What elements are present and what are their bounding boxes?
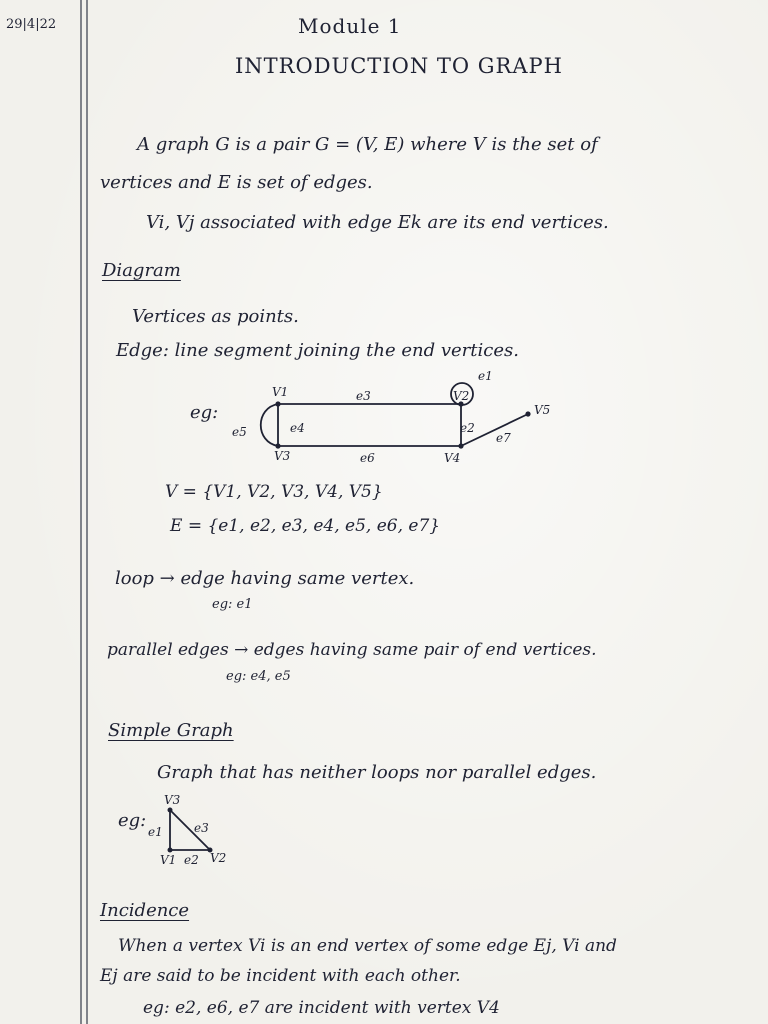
simple-vertex-v3	[168, 808, 173, 813]
module-label: Module 1	[298, 14, 402, 38]
simple-label-v2: V2	[210, 851, 227, 865]
diagram-eg: eg:	[190, 402, 219, 423]
simple-label-v3: V3	[164, 793, 181, 807]
loop-definition: loop → edge having same vertex.	[115, 568, 415, 589]
simple-label-v1: V1	[160, 853, 177, 867]
parallel-edges-example: eg: e4, e5	[226, 669, 291, 684]
vertices-note: Vertices as points.	[132, 306, 299, 327]
edge-note: Edge: line segment joining the end vertices.	[116, 340, 519, 361]
label-e2: e2	[460, 421, 475, 435]
page-title: INTRODUCTION TO GRAPH	[235, 54, 563, 78]
definition-line-3: Vi, Vj associated with edge Ek are its end vertices.	[146, 212, 609, 233]
simple-label-e3: e3	[194, 821, 209, 835]
label-v5: V5	[534, 403, 551, 417]
incidence-line-2: Ej are said to be incident with each other.	[100, 966, 461, 986]
date: 29|4|22	[6, 17, 57, 32]
incidence-line-3: eg: e2, e6, e7 are incident with vertex V4	[143, 998, 500, 1018]
incidence-heading: Incidence	[100, 900, 190, 921]
label-e5: e5	[232, 425, 247, 439]
definition-line-1: A graph G is a pair G = (V, E) where V is the set of	[137, 134, 598, 155]
simple-label-e2: e2	[184, 853, 199, 867]
simple-graph-heading: Simple Graph	[108, 720, 234, 741]
edge-set: E = {e1, e2, e3, e4, e5, e6, e7}	[170, 516, 441, 536]
label-e4: e4	[290, 421, 305, 435]
vertex-v3	[275, 443, 280, 448]
label-v3: V3	[274, 449, 291, 463]
vertex-v4	[458, 443, 463, 448]
simple-label-e1: e1	[148, 825, 163, 839]
label-v4: V4	[444, 451, 461, 465]
label-e3: e3	[356, 389, 371, 403]
simple-graph-eg: eg:	[118, 810, 147, 831]
vertex-v1	[275, 401, 280, 406]
label-v2: V2	[453, 389, 470, 403]
label-e7: e7	[496, 431, 511, 445]
definition-line-2: vertices and E is set of edges.	[100, 172, 373, 193]
diagram-heading: Diagram	[102, 260, 181, 281]
vertex-set: V = {V1, V2, V3, V4, V5}	[165, 482, 383, 502]
loop-example: eg: e1	[212, 597, 253, 612]
vertex-v5	[525, 411, 530, 416]
label-v1: V1	[272, 385, 289, 399]
label-e1: e1	[478, 369, 493, 383]
edge-e5	[261, 404, 278, 446]
incidence-line-1: When a vertex Vi is an end vertex of some edge Ej, Vi and	[118, 936, 617, 956]
simple-vertex-v1	[168, 848, 173, 853]
label-e6: e6	[360, 451, 375, 465]
simple-graph-definition: Graph that has neither loops nor parallel edges.	[157, 762, 597, 783]
parallel-edges-definition: parallel edges → edges having same pair of end vertices.	[107, 640, 597, 660]
